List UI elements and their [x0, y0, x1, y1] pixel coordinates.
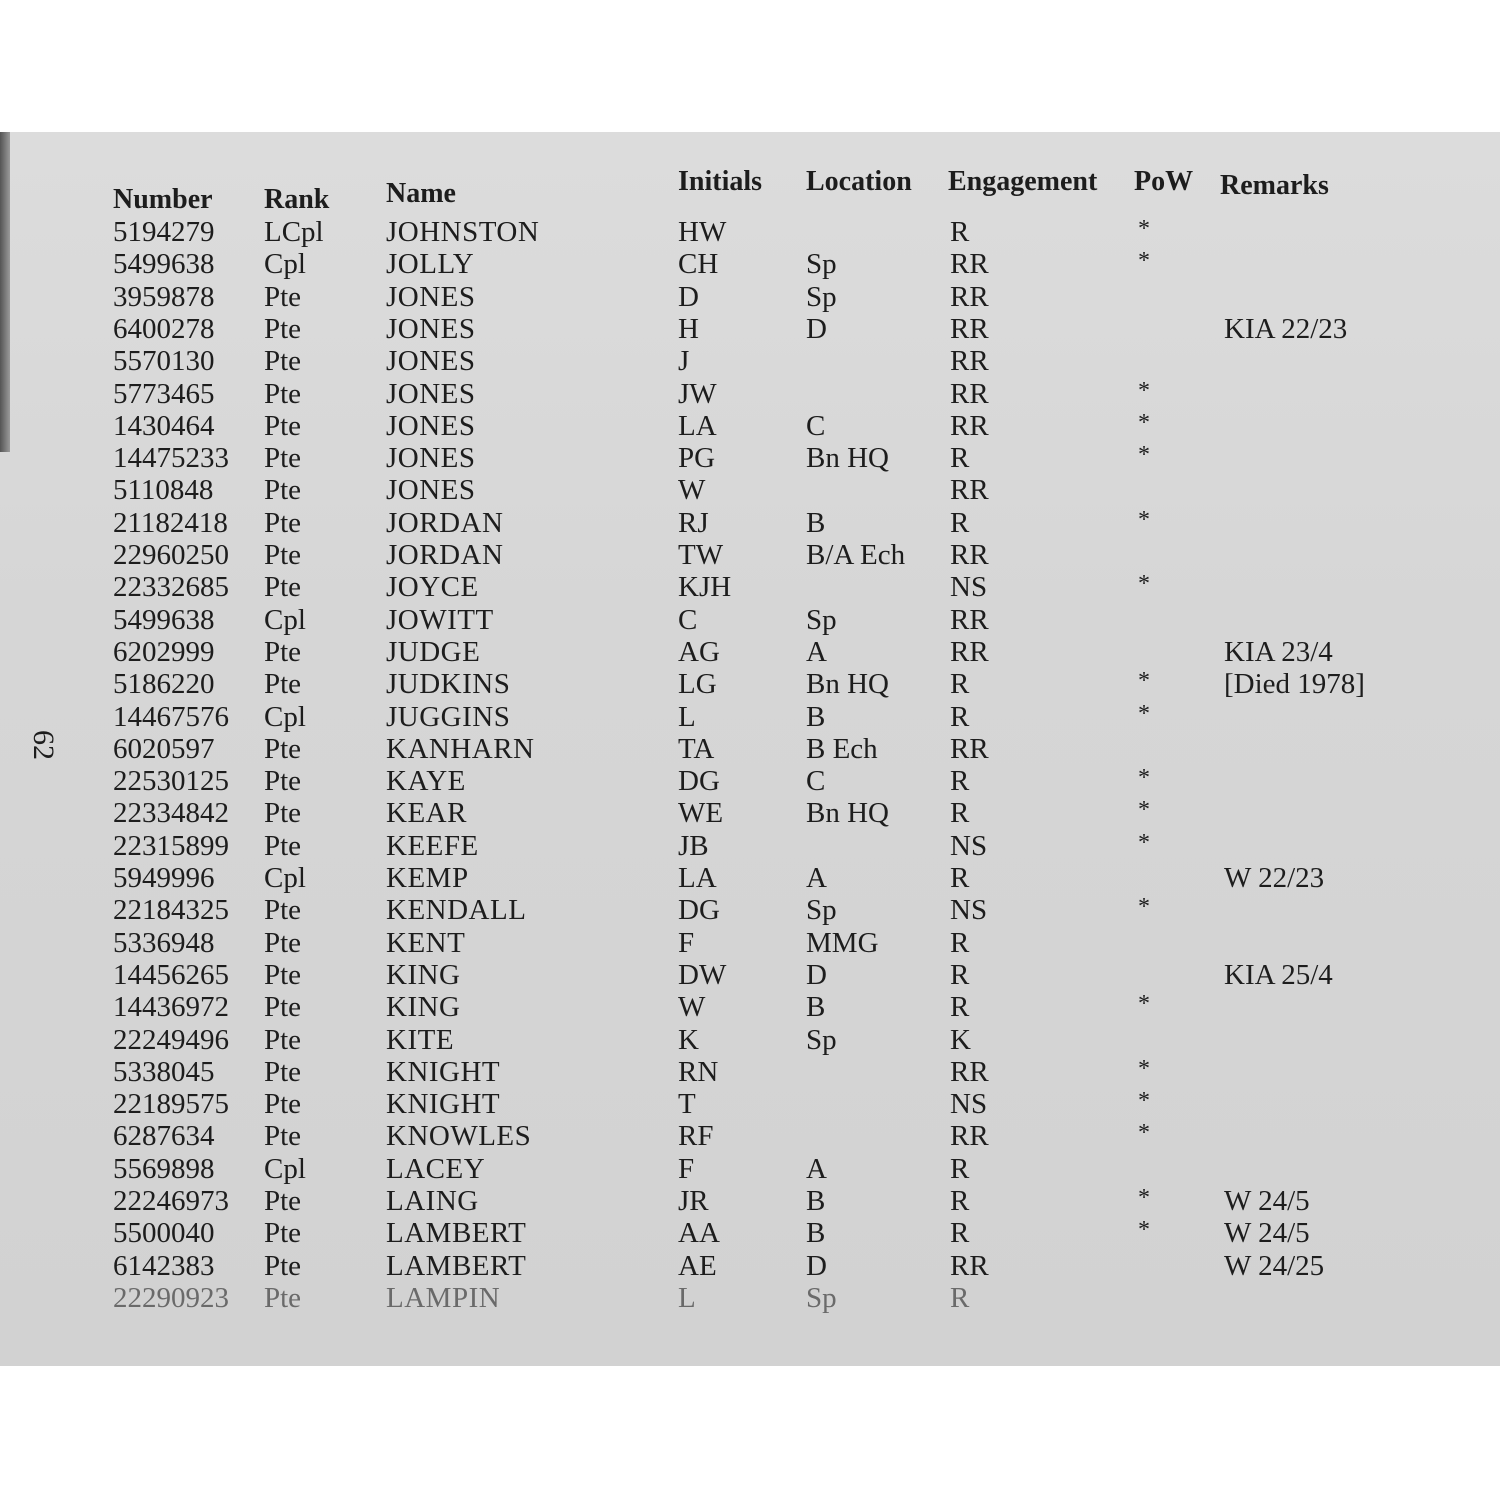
cell-name: JONES [386, 312, 476, 345]
cell-engagement: RR [950, 1055, 989, 1088]
cell-number: 5570130 [113, 345, 215, 378]
cell-engagement: R [950, 700, 970, 733]
cell-location: B [806, 1217, 826, 1250]
cell-engagement: RR [950, 732, 989, 765]
cell-rank: Pte [264, 1249, 302, 1282]
cell-engagement: RR [950, 377, 989, 410]
cell-rank: Pte [264, 991, 302, 1024]
cell-number: 5186220 [113, 668, 215, 701]
cell-rank: Pte [264, 1120, 302, 1153]
cell-number: 3959878 [113, 280, 215, 313]
cell-pow: * [1138, 506, 1150, 533]
cell-number: 5500040 [113, 1217, 215, 1250]
cell-name: KEAR [386, 797, 467, 830]
cell-engagement: RR [950, 1120, 989, 1153]
document-page [0, 132, 1500, 1366]
cell-initials: LA [678, 409, 717, 442]
cell-number: 6020597 [113, 732, 215, 765]
cell-location: Sp [806, 248, 837, 281]
cell-name: KEMP [386, 862, 469, 894]
cell-number: 6202999 [113, 635, 215, 668]
cell-engagement: NS [950, 894, 988, 927]
cell-engagement: R [950, 765, 970, 798]
cell-location: Bn HQ [806, 797, 889, 830]
cell-engagement: R [950, 216, 970, 248]
cell-rank: Pte [264, 926, 302, 959]
cell-name: JONES [386, 409, 476, 442]
cell-name: LAMBERT [386, 1249, 527, 1282]
cell-engagement: R [950, 1217, 970, 1250]
cell-engagement: R [950, 668, 970, 701]
cell-name: JUDKINS [386, 668, 511, 701]
cell-initials: C [678, 603, 698, 636]
table-row [0, 959, 1500, 991]
cell-name: KING [386, 958, 461, 991]
personnel-table [0, 132, 1500, 1366]
cell-initials: LA [678, 862, 717, 894]
cell-initials: W [678, 991, 706, 1024]
cell-number: 22290923 [113, 1281, 229, 1314]
cell-pow: * [1138, 991, 1150, 1018]
cell-number: 5336948 [113, 926, 215, 959]
cell-initials: AA [678, 1217, 720, 1250]
cell-rank: Pte [264, 442, 302, 475]
cell-engagement: RR [950, 1249, 989, 1282]
cell-initials: D [678, 280, 699, 313]
cell-rank: Pte [264, 894, 302, 927]
cell-location: A [806, 635, 827, 668]
header-initials: Initials [678, 166, 763, 197]
cell-rank: Pte [264, 765, 302, 798]
cell-rank: Pte [264, 1023, 302, 1056]
cell-engagement: NS [950, 571, 988, 604]
cell-initials: JR [678, 1185, 709, 1217]
cell-engagement: K [950, 1023, 971, 1056]
cell-pow: * [1138, 829, 1150, 856]
cell-engagement: NS [950, 829, 988, 862]
cell-engagement: R [950, 991, 970, 1024]
cell-number: 14436972 [113, 991, 229, 1024]
cell-name: LAMBERT [386, 1217, 527, 1250]
cell-remarks: KIA 23/4 [1224, 635, 1333, 668]
cell-rank: Pte [264, 345, 302, 378]
table-row [0, 571, 1500, 603]
header-rank: Rank [264, 184, 330, 215]
cell-number: 22960250 [113, 539, 229, 571]
cell-name: LAING [386, 1185, 479, 1217]
cell-number: 22315899 [113, 829, 229, 862]
cell-initials: RF [678, 1120, 714, 1153]
cell-initials: AE [678, 1249, 717, 1282]
header-pow: PoW [1134, 166, 1194, 197]
cell-rank: Cpl [264, 248, 306, 281]
cell-pow: * [1138, 1055, 1150, 1082]
cell-initials: DG [678, 894, 720, 927]
cell-initials: RJ [678, 506, 709, 539]
cell-name: KNIGHT [386, 1088, 501, 1121]
cell-initials: AG [678, 635, 720, 668]
cell-number: 5338045 [113, 1055, 215, 1088]
table-row [0, 765, 1500, 797]
cell-number: 14475233 [113, 442, 229, 475]
cell-engagement: RR [950, 474, 989, 507]
cell-name: JORDAN [386, 506, 504, 539]
cell-pow: * [1138, 765, 1150, 792]
cell-pow: * [1138, 700, 1150, 727]
cell-location: Sp [806, 603, 837, 636]
cell-location: Bn HQ [806, 442, 889, 475]
cell-rank: Pte [264, 797, 302, 830]
cell-engagement: RR [950, 248, 989, 281]
table-row [0, 442, 1500, 474]
cell-initials: DW [678, 958, 727, 991]
cell-rank: Cpl [264, 603, 306, 636]
cell-pow: * [1138, 248, 1150, 275]
cell-number: 22249496 [113, 1023, 229, 1056]
cell-location: D [806, 958, 827, 991]
cell-initials: T [678, 1088, 696, 1121]
cell-name: KENT [386, 926, 466, 959]
cell-location: Sp [806, 1023, 837, 1056]
cell-location: B [806, 991, 826, 1024]
cell-location: Bn HQ [806, 668, 889, 701]
table-row [0, 894, 1500, 926]
table-row [0, 1120, 1500, 1152]
cell-initials: JW [678, 377, 717, 410]
header-remarks: Remarks [1220, 170, 1329, 201]
cell-remarks: KIA 22/23 [1224, 312, 1348, 345]
cell-location: B [806, 506, 826, 539]
cell-number: 6287634 [113, 1120, 215, 1153]
table-row [0, 668, 1500, 700]
table-row [0, 378, 1500, 410]
cell-engagement: R [950, 506, 970, 539]
cell-remarks: KIA 25/4 [1224, 958, 1333, 991]
cell-number: 5569898 [113, 1152, 215, 1185]
cell-location: B [806, 700, 826, 733]
header-name: Name [386, 178, 456, 209]
table-row [0, 1282, 1500, 1314]
cell-rank: Pte [264, 474, 302, 507]
table-row [0, 830, 1500, 862]
cell-initials: LG [678, 668, 717, 701]
cell-engagement: R [950, 1185, 970, 1217]
table-row [0, 862, 1500, 894]
cell-number: 6142383 [113, 1249, 215, 1282]
cell-rank: Pte [264, 829, 302, 862]
cell-location: D [806, 1249, 827, 1282]
table-row [0, 1024, 1500, 1056]
table-row [0, 1250, 1500, 1282]
cell-initials: F [678, 1152, 695, 1185]
cell-engagement: NS [950, 1088, 988, 1121]
cell-number: 5499638 [113, 603, 215, 636]
cell-number: 14467576 [113, 700, 229, 733]
cell-pow: * [1138, 668, 1150, 695]
cell-name: JONES [386, 442, 476, 475]
cell-name: JONES [386, 280, 476, 313]
cell-engagement: RR [950, 635, 989, 668]
table-row [0, 991, 1500, 1023]
table-row [0, 281, 1500, 313]
cell-name: JOWITT [386, 603, 494, 636]
cell-pow: * [1138, 797, 1150, 824]
table-row [0, 1185, 1500, 1217]
cell-name: KEEFE [386, 829, 479, 862]
cell-number: 5499638 [113, 248, 215, 281]
cell-rank: LCpl [264, 216, 324, 248]
cell-initials: TA [678, 732, 715, 765]
cell-name: JONES [386, 474, 476, 507]
cell-initials: KJH [678, 571, 732, 604]
cell-engagement: R [950, 862, 970, 894]
cell-engagement: RR [950, 603, 989, 636]
cell-location: Sp [806, 894, 837, 927]
cell-initials: K [678, 1023, 699, 1056]
cell-number: 22332685 [113, 571, 229, 604]
cell-number: 5194279 [113, 216, 215, 248]
cell-remarks: W 24/25 [1224, 1249, 1325, 1282]
cell-number: 22184325 [113, 894, 229, 927]
table-row [0, 248, 1500, 280]
cell-rank: Pte [264, 1281, 302, 1314]
cell-pow: * [1138, 1217, 1150, 1244]
cell-pow: * [1138, 442, 1150, 469]
table-row [0, 1217, 1500, 1249]
cell-rank: Cpl [264, 1152, 306, 1185]
cell-engagement: RR [950, 280, 989, 313]
cell-name: JUDGE [386, 635, 481, 668]
cell-rank: Pte [264, 958, 302, 991]
cell-initials: RN [678, 1055, 719, 1088]
cell-remarks: W 24/5 [1224, 1185, 1310, 1217]
table-row [0, 539, 1500, 571]
cell-number: 21182418 [113, 506, 228, 539]
cell-rank: Pte [264, 312, 302, 345]
header-engagement: Engagement [948, 166, 1098, 197]
cell-engagement: RR [950, 539, 989, 571]
cell-rank: Pte [264, 635, 302, 668]
table-row [0, 797, 1500, 829]
cell-engagement: RR [950, 345, 989, 378]
cell-pow: * [1138, 377, 1150, 404]
cell-number: 22189575 [113, 1088, 229, 1121]
cell-initials: CH [678, 248, 719, 281]
table-row [0, 1056, 1500, 1088]
cell-number: 5773465 [113, 377, 215, 410]
cell-name: JONES [386, 377, 476, 410]
cell-engagement: R [950, 442, 970, 475]
cell-name: JUGGINS [386, 700, 511, 733]
cell-initials: J [678, 345, 690, 378]
table-row [0, 927, 1500, 959]
cell-remarks: [Died 1978] [1224, 668, 1365, 701]
table-row [0, 313, 1500, 345]
cell-number: 22530125 [113, 765, 229, 798]
cell-number: 6400278 [113, 312, 215, 345]
table-row [0, 701, 1500, 733]
table-row [0, 636, 1500, 668]
cell-initials: HW [678, 216, 727, 248]
cell-initials: L [678, 1281, 696, 1314]
cell-rank: Pte [264, 539, 302, 571]
cell-location: B/A Ech [806, 539, 906, 571]
cell-engagement: R [950, 1281, 970, 1314]
cell-rank: Cpl [264, 700, 306, 733]
cell-location: A [806, 862, 827, 894]
cell-engagement: RR [950, 312, 989, 345]
cell-rank: Pte [264, 1088, 302, 1121]
cell-initials: H [678, 312, 699, 345]
cell-location: C [806, 409, 826, 442]
cell-pow: * [1138, 571, 1150, 598]
cell-initials: L [678, 700, 696, 733]
cell-name: KITE [386, 1023, 455, 1056]
cell-name: LAMPIN [386, 1281, 501, 1314]
table-row [0, 1153, 1500, 1185]
cell-pow: * [1138, 409, 1150, 436]
cell-name: JOHNSTON [386, 216, 540, 248]
cell-rank: Pte [264, 668, 302, 701]
cell-number: 22246973 [113, 1185, 229, 1217]
cell-pow: * [1138, 1185, 1150, 1211]
cell-initials: PG [678, 442, 716, 475]
cell-initials: W [678, 474, 706, 507]
cell-rank: Cpl [264, 862, 306, 894]
cell-initials: WE [678, 797, 724, 830]
cell-name: JOLLY [386, 248, 475, 281]
header-number: Number [113, 184, 213, 215]
cell-number: 5949996 [113, 862, 215, 894]
cell-pow: * [1138, 216, 1150, 242]
header-location: Location [806, 166, 912, 197]
cell-name: KENDALL [386, 894, 527, 927]
cell-engagement: R [950, 797, 970, 830]
cell-rank: Pte [264, 1217, 302, 1250]
cell-name: JONES [386, 345, 476, 378]
cell-name: KANHARN [386, 732, 535, 765]
cell-location: Sp [806, 1281, 837, 1314]
cell-pow: * [1138, 894, 1150, 921]
cell-rank: Pte [264, 506, 302, 539]
table-row [0, 1088, 1500, 1120]
cell-rank: Pte [264, 1055, 302, 1088]
cell-location: B [806, 1185, 826, 1217]
page-number: 62 [27, 730, 60, 760]
cell-number: 22334842 [113, 797, 229, 830]
cell-location: MMG [806, 926, 879, 959]
cell-rank: Pte [264, 571, 302, 604]
cell-rank: Pte [264, 280, 302, 313]
cell-location: A [806, 1152, 827, 1185]
cell-name: KAYE [386, 765, 466, 798]
table-row [0, 604, 1500, 636]
cell-engagement: R [950, 1152, 970, 1185]
table-row [0, 216, 1500, 248]
table-row [0, 507, 1500, 539]
cell-rank: Pte [264, 409, 302, 442]
cell-remarks: W 22/23 [1224, 862, 1325, 894]
cell-location: Sp [806, 280, 837, 313]
cell-pow: * [1138, 1088, 1150, 1115]
cell-rank: Pte [264, 732, 302, 765]
cell-engagement: R [950, 958, 970, 991]
cell-rank: Pte [264, 1185, 302, 1217]
cell-number: 14456265 [113, 958, 229, 991]
cell-initials: F [678, 926, 695, 959]
table-row [0, 410, 1500, 442]
cell-name: JORDAN [386, 539, 504, 571]
cell-initials: TW [678, 539, 724, 571]
cell-number: 1430464 [113, 409, 215, 442]
cell-name: KNOWLES [386, 1120, 532, 1153]
cell-location: D [806, 312, 827, 345]
cell-name: KING [386, 991, 461, 1024]
table-row [0, 474, 1500, 506]
cell-initials: JB [678, 829, 709, 862]
cell-name: JOYCE [386, 571, 479, 604]
cell-name: KNIGHT [386, 1055, 501, 1088]
cell-rank: Pte [264, 377, 302, 410]
cell-engagement: R [950, 926, 970, 959]
table-row [0, 733, 1500, 765]
cell-location: C [806, 765, 826, 798]
cell-remarks: W 24/5 [1224, 1217, 1310, 1250]
cell-name: LACEY [386, 1152, 486, 1185]
cell-initials: DG [678, 765, 720, 798]
cell-location: B Ech [806, 732, 878, 765]
cell-engagement: RR [950, 409, 989, 442]
cell-number: 5110848 [113, 474, 214, 507]
table-row [0, 345, 1500, 377]
cell-pow: * [1138, 1120, 1150, 1147]
